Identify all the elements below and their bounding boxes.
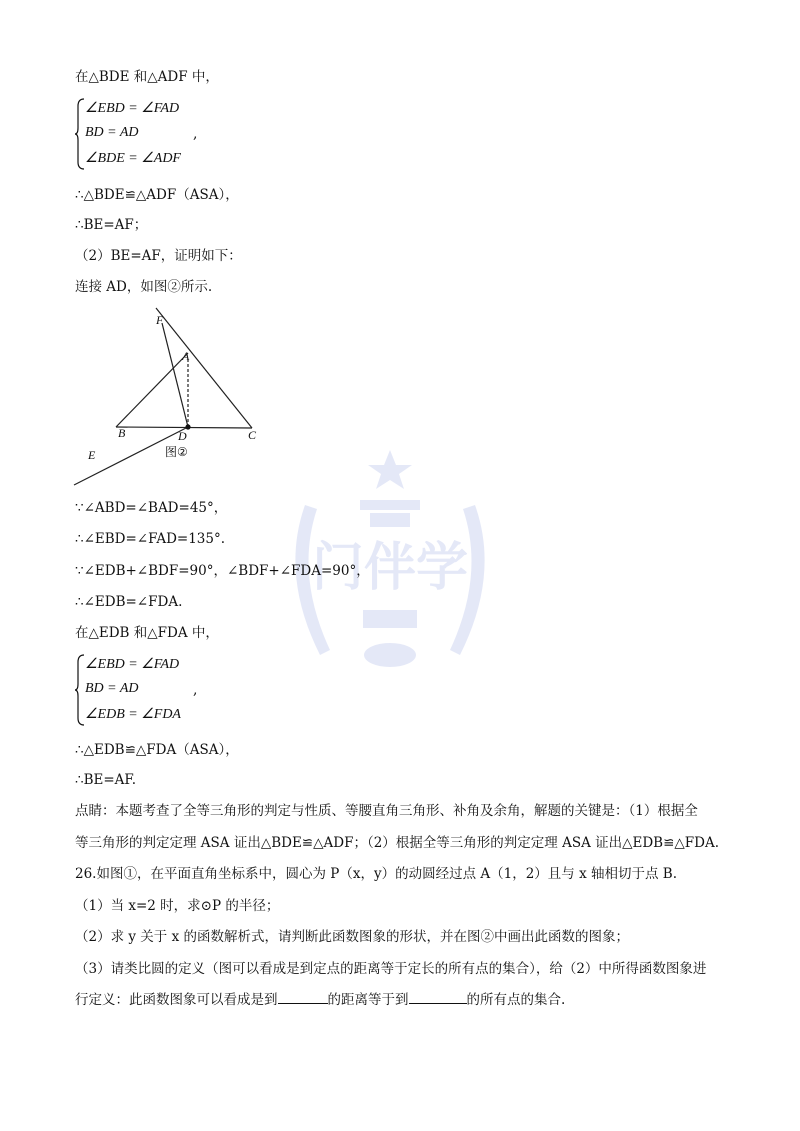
- text-line: ∴∠EBD=∠FAD=135°.: [75, 531, 226, 547]
- text-line-with-blanks: [75, 991, 565, 1009]
- equation-row: ∠BDE = ∠ADF: [85, 151, 181, 166]
- text-line: 点睛：本题考查了全等三角形的判定与性质、等腰直角三角形、补角及余角，解题的关键是：（1）根据全: [75, 803, 698, 819]
- text-line: ∴BE=AF；: [75, 217, 148, 233]
- text-line: 连接 AD，如图②所示.: [75, 279, 213, 295]
- equation-row: ∠EDB = ∠FDA: [85, 707, 181, 722]
- label-f: F: [156, 313, 164, 327]
- text-line: （2）BE=AF，证明如下：: [75, 248, 242, 264]
- text-line: ∴△BDE≌△ADF（ASA），: [75, 187, 239, 203]
- text-line: 等三角形的判定定理 ASA 证出△BDE≌△ADF；（2）根据全等三角形的判定定理 ASA 证出△EDB≌△FDA.: [75, 835, 720, 851]
- equation-row: BD = AD: [85, 681, 139, 696]
- text-line: （3）请类比圆的定义（图可以看成是到定点的距离等于定长的所有点的集合），给（2）中所得函数图象进: [75, 961, 707, 977]
- text-line: ∵∠EDB+∠BDF=90°，∠BDF+∠FDA=90°，: [75, 563, 370, 579]
- geometry-figure: [68, 305, 268, 490]
- label-c: C: [248, 428, 257, 442]
- equation-row: BD = AD: [85, 125, 139, 140]
- answer-blank[interactable]: [278, 991, 328, 1004]
- text-line: ∴△EDB≌△FDA（ASA），: [75, 742, 239, 758]
- equation-system-2: [75, 654, 235, 726]
- watermark-text: 门伴学: [311, 538, 469, 598]
- label-d: D: [178, 429, 187, 443]
- text-segment: 行定义：此函数图象可以看成是到: [75, 992, 278, 1008]
- text-line: ∴∠EDB=∠FDA.: [75, 594, 183, 610]
- label-b: B: [118, 426, 126, 440]
- text-segment: 的距离等于到: [327, 992, 409, 1008]
- text-line: （2）求 y 关于 x 的函数解析式，请判断此函数图象的形状，并在图②中画出此函数的图象；: [75, 929, 629, 945]
- text-line: ∵∠ABD=∠BAD=45°，: [75, 500, 228, 516]
- left-brace-icon: [75, 654, 85, 726]
- figure-caption: 图②: [165, 445, 188, 459]
- equation-row: ∠EBD = ∠FAD: [85, 657, 180, 672]
- left-brace-icon: [75, 98, 85, 170]
- text-line: （1）当 x=2 时，求⊙P 的半径；: [75, 898, 280, 914]
- equation-row: ∠EBD = ∠FAD: [85, 101, 180, 116]
- label-a: A: [182, 349, 190, 363]
- equation-system-1: [75, 98, 235, 170]
- answer-blank[interactable]: [409, 991, 467, 1004]
- question-26: 26.如图①，在平面直角坐标系中，圆心为 P（x，y）的动圆经过点 A（1，2）且与 x 轴相切于点 B.: [75, 866, 678, 882]
- text-segment: 的所有点的集合.: [466, 992, 566, 1008]
- label-e: E: [88, 448, 96, 462]
- text-line: ∴BE=AF.: [75, 772, 136, 788]
- text-line: 在△BDE 和△ADF 中，: [75, 69, 219, 85]
- equation-comma: ,: [193, 682, 198, 698]
- equation-comma: ,: [193, 126, 198, 142]
- text-line: 在△EDB 和△FDA 中，: [75, 625, 219, 641]
